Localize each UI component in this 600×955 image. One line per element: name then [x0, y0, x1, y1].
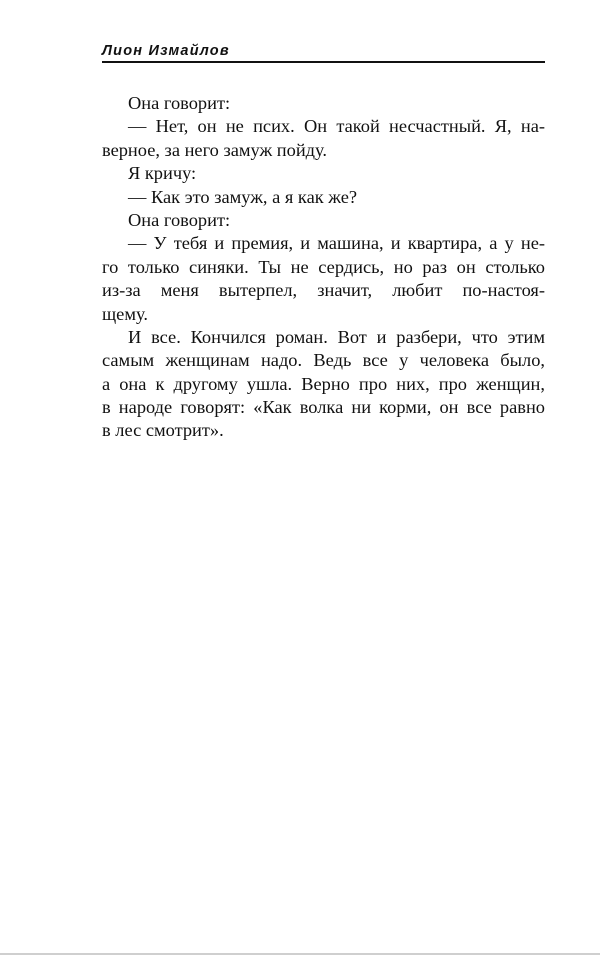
- text-line: из-за меня вытерпел, значит, любит по-настоя-: [102, 280, 545, 301]
- text-line: в народе говорят: «Как волка ни корми, он все равно: [102, 397, 545, 418]
- text-line: — Нет, он не псих. Он такой несчастный. Я, на-: [128, 116, 545, 137]
- text-line: в лес смотрит».: [102, 420, 224, 441]
- running-head-author: Лион Измайлов: [102, 43, 230, 59]
- text-line: верное, за него замуж пойду.: [102, 139, 327, 160]
- text-line: — У тебя и премия, и машина, и квартира, а у не-: [128, 233, 545, 254]
- text-line: го только синяки. Ты не сердись, но раз он столько: [102, 256, 545, 277]
- text-line: И все. Кончился роман. Вот и разбери, что этим: [128, 326, 545, 347]
- text-line: Она говорит:: [128, 209, 231, 230]
- text-line: самым женщинам надо. Ведь все у человека было,: [102, 350, 545, 371]
- header-rule: [102, 61, 545, 63]
- text-line: а она к другому ушла. Верно про них, про женщин,: [102, 373, 545, 394]
- text-line: Я кричу:: [128, 163, 197, 184]
- page-text: [102, 92, 545, 443]
- text-line: — Как это замуж, а я как же?: [128, 186, 358, 207]
- text-line: Она говорит:: [128, 93, 231, 113]
- text-line: щему.: [102, 303, 148, 324]
